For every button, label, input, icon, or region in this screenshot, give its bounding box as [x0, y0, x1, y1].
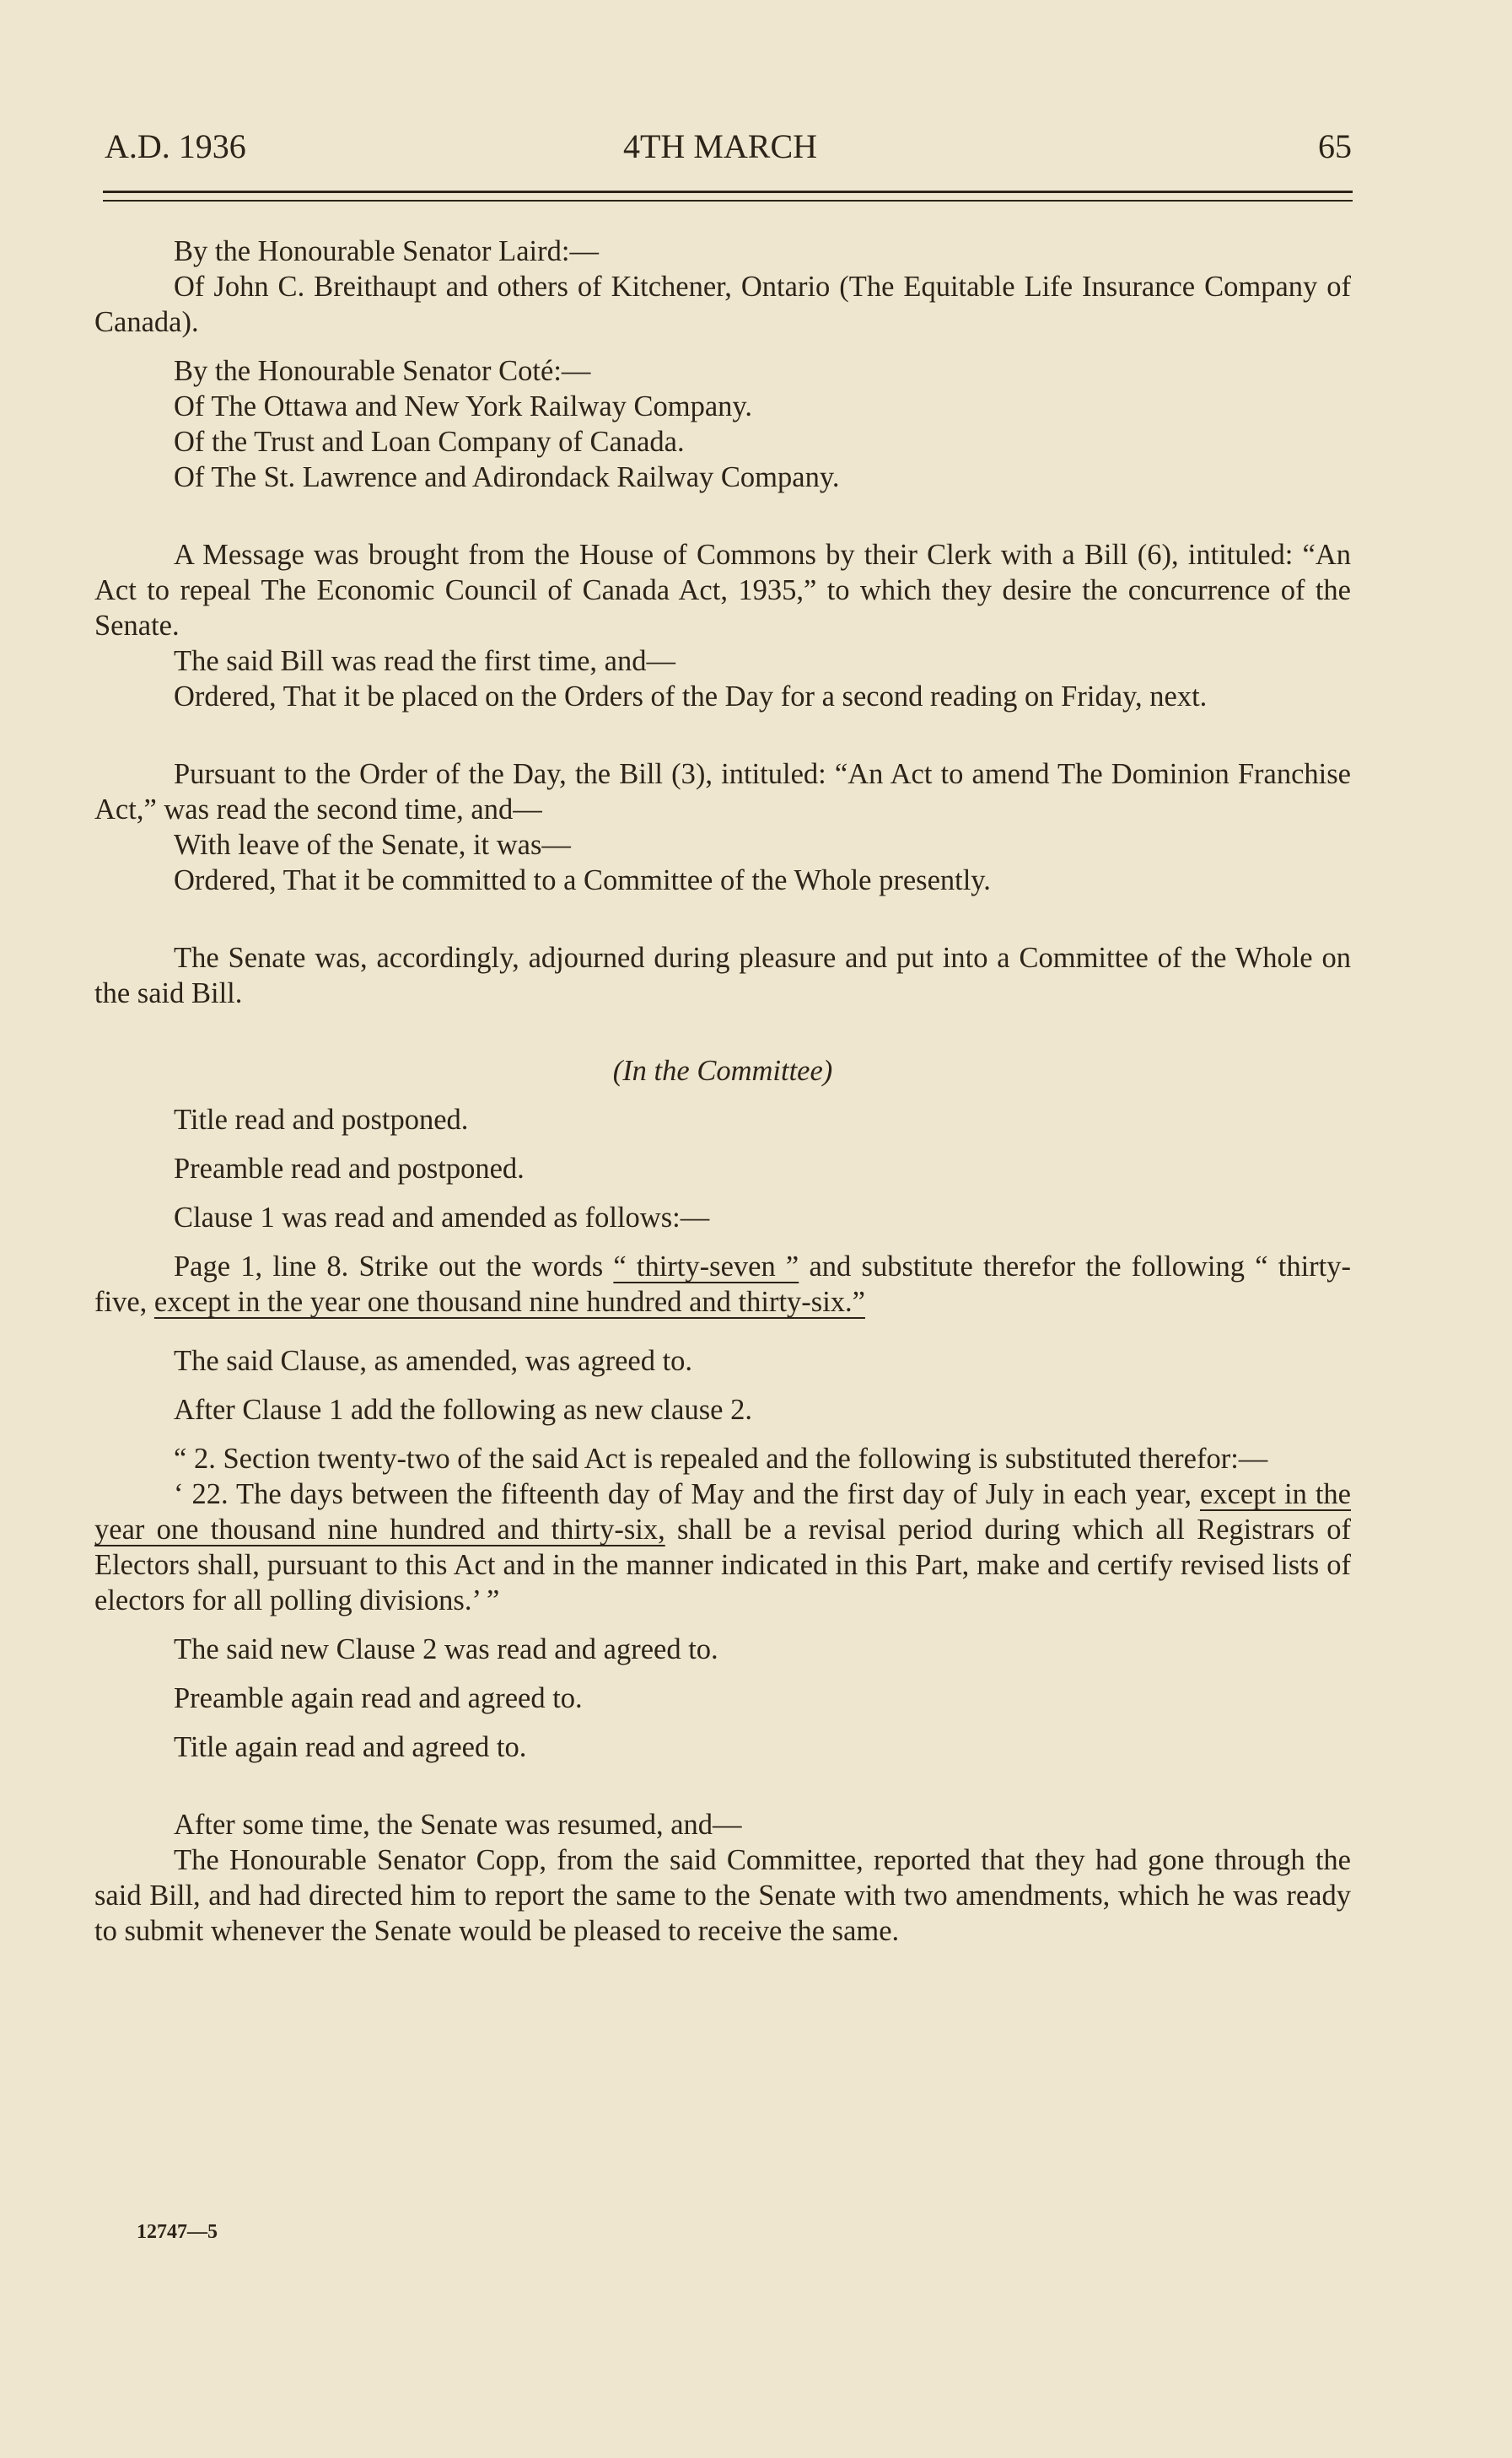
paragraph: Preamble again read and agreed to. [174, 1682, 583, 1714]
section-heading: (In the Committee) [612, 1055, 833, 1087]
underlined-text: “ thirty-seven ” [613, 1251, 799, 1283]
amendment-paragraph [94, 1476, 1351, 1618]
paragraph: Pursuant to the Order of the Day, the Bill (3), intituled: “An Act to amend The Dominion Franchise Act,” was read the second time, and— [94, 758, 1351, 826]
underlined-text: except in the year one thousand nine hundred and thirty-six.” [153, 1286, 865, 1318]
text-run: ‘ 22. The days between the fifteenth day of May and the first day of July in each year, [174, 1478, 1200, 1510]
paragraph: Preamble read and postponed. [174, 1153, 525, 1185]
paragraph: By the Honourable Senator Coté:— [174, 355, 591, 387]
header-rule-top [103, 191, 1353, 193]
paragraph: Title read and postponed. [174, 1104, 469, 1136]
text-run: shall be a revisal period during which all Registrars of Electors shall, pursuant to this Act and in the manner indicated in this Part, make and certify revised lists of electors for all polling divisions.’ ” [94, 1514, 1351, 1616]
paragraph: The Honourable Senator Copp, from the said Committee, reported that they had gone through the said Bill, and had directed him to report the same to the Senate with two amendments, which he was ready to submit whenever the Senate would be pleased to receive the same. [94, 1844, 1351, 1947]
underlined-text: except in the year one thousand nine hundred and thirty-six, [94, 1478, 1351, 1546]
text-run: and substitute therefor the following “ thirty-five, [94, 1251, 1351, 1318]
page-header [105, 126, 1352, 177]
paragraph: With leave of the Senate, it was— [174, 829, 571, 861]
paragraph: After Clause 1 add the following as new clause 2. [174, 1394, 752, 1426]
amendment-paragraph [94, 1249, 1351, 1320]
header-date: 4TH MARCH [623, 127, 818, 165]
paragraph: Clause 1 was read and amended as follows:— [174, 1202, 710, 1234]
paragraph: The Senate was, accordingly, adjourned during pleasure and put into a Committee of the Whole on the said Bill. [94, 942, 1351, 1009]
paragraph: Title again read and agreed to. [174, 1731, 527, 1763]
paragraph: Of The St. Lawrence and Adirondack Railway Company. [174, 461, 840, 493]
paragraph: Of John C. Breithaupt and others of Kitchener, Ontario (The Equitable Life Insurance Company of Canada). [94, 271, 1351, 338]
page-number: 65 [1318, 127, 1352, 165]
paragraph: “ 2. Section twenty-two of the said Act is repealed and the following is substituted therefor:— [174, 1443, 1268, 1475]
paragraph: The said new Clause 2 was read and agreed to. [174, 1633, 718, 1665]
paragraph: Ordered, That it be committed to a Committee of the Whole presently. [174, 864, 991, 896]
paragraph: Ordered, That it be placed on the Orders of the Day for a second reading on Friday, next. [174, 680, 1208, 713]
paragraph: Of the Trust and Loan Company of Canada. [174, 426, 685, 458]
header-rule-bottom [103, 200, 1353, 202]
paragraph: The said Bill was read the first time, and— [174, 645, 675, 677]
paragraph: Of The Ottawa and New York Railway Company. [174, 390, 753, 422]
header-year: A.D. 1936 [105, 127, 246, 165]
paragraph: After some time, the Senate was resumed, and— [174, 1809, 742, 1841]
paragraph: The said Clause, as amended, was agreed to. [174, 1345, 693, 1377]
body-text [94, 234, 1351, 1949]
text-run: Page 1, line 8. Strike out the words [174, 1251, 614, 1283]
paragraph: By the Honourable Senator Laird:— [174, 235, 599, 267]
paragraph: A Message was brought from the House of Commons by their Clerk with a Bill (6), intituled: “An Act to repeal The Economic Council of Canada Act, 1935,” to which they desire the concurrence of the Senate. [94, 539, 1351, 642]
print-code: 12747—5 [137, 2221, 218, 2243]
